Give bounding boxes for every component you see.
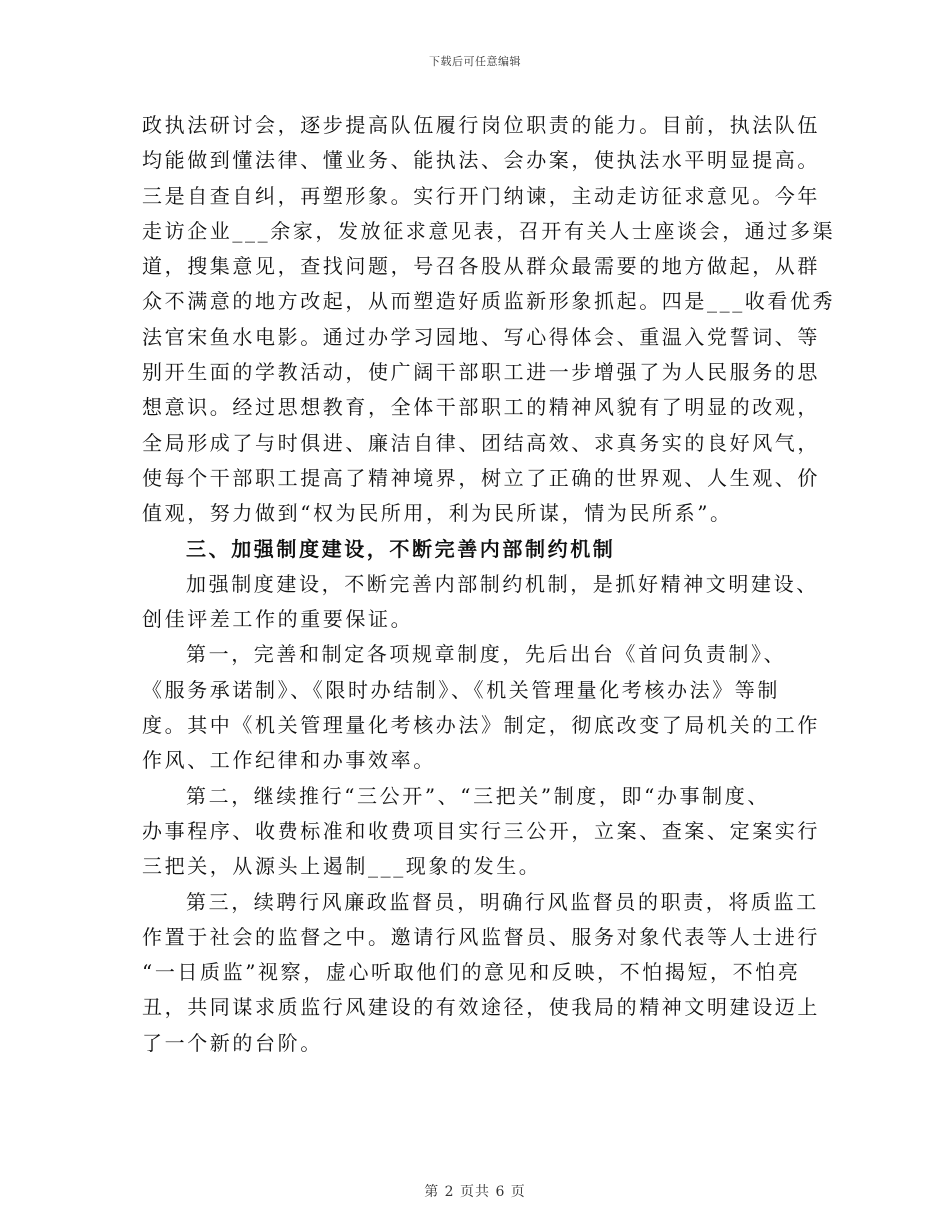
paragraph-line: 了一个新的台阶。 xyxy=(142,1030,323,1055)
paragraph-line: 《服务承诺制》、《限时办结制》、《机关管理量化考核办法》等制 xyxy=(142,677,780,702)
paragraph-line: 三把关，从源头上遏制___现象的发生。 xyxy=(142,854,542,879)
paragraph-line: 法官宋鱼水电影。通过办学习园地、写心得体会、重温入党誓词、等 xyxy=(142,324,820,349)
paragraph-5 xyxy=(142,885,820,1061)
paragraph-1 xyxy=(142,108,836,532)
page-footer: 第 2 页共 6 页 xyxy=(424,1184,526,1200)
document-body xyxy=(142,108,836,1061)
paragraph-line: 想意识。经过思想教育，全体干部职工的精神风貌有了明显的改观， xyxy=(142,395,820,420)
paragraph-line: 众不满意的地方改起，从而塑造好质监新形象抓起。四是___收看优秀 xyxy=(142,289,836,314)
paragraph-line: 别开生面的学教活动，使广阔干部职工进一步增强了为人民服务的思 xyxy=(142,360,820,385)
section-heading: 三、加强制度建设，不断完善内部制约机制 xyxy=(186,536,616,561)
paragraph-line: 值观，努力做到“权为民所用，利为民所谋，情为民所系”。 xyxy=(142,501,733,526)
paragraph-line: 使每个干部职工提高了精神境界，树立了正确的世界观、人生观、价 xyxy=(142,465,820,490)
paragraph-line: 第一，完善和制定各项规章制度，先后出台《首问负责制》、 xyxy=(186,642,787,667)
paragraph-4 xyxy=(142,779,820,885)
page-header: 下载后可任意编辑 xyxy=(429,55,521,68)
paragraph-line: 丑，共同谋求质监行风建设的有效途径，使我局的精神文明建设迈上 xyxy=(142,995,820,1020)
paragraph-line: 三是自查自纠，再塑形象。实行开门纳谏，主动走访征求意见。今年 xyxy=(142,183,820,208)
paragraph-line: 办事程序、收费标准和收费项目实行三公开，立案、查案、定案实行 xyxy=(142,818,820,843)
paragraph-2 xyxy=(142,567,819,638)
paragraph-line: 作风、工作纪律和办事效率。 xyxy=(142,748,436,773)
paragraph-line: 走访企业___余家，发放征求意见表，召开有关人士座谈会，通过多渠 xyxy=(142,218,836,243)
paragraph-line: 加强制度建设，不断完善内部制约机制，是抓好精神文明建设、 xyxy=(186,571,819,596)
paragraph-line: 第二，继续推行“三公开”、“三把关”制度，即“办事制度、 xyxy=(186,783,770,808)
paragraph-line: 全局形成了与时俱进、廉洁自律、团结高效、求真务实的良好风气， xyxy=(142,430,820,455)
paragraph-line: “一日质监”视察，虚心听取他们的意见和反映，不怕揭短，不怕亮 xyxy=(142,960,801,985)
paragraph-line: 道，搜集意见，查找问题，号召各股从群众最需要的地方做起，从群 xyxy=(142,254,820,279)
paragraph-line: 作置于社会的监督之中。邀请行风监督员、服务对象代表等人士进行 xyxy=(142,924,820,949)
paragraph-line: 第三，续聘行风廉政监督员，明确行风监督员的职责，将质监工 xyxy=(186,889,819,914)
paragraph-line: 创佳评差工作的重要保证。 xyxy=(142,607,414,632)
paragraph-3 xyxy=(142,637,820,778)
paragraph-line: 政执法研讨会，逐步提高队伍履行岗位职责的能力。目前，执法队伍 xyxy=(142,113,820,137)
paragraph-line: 均能做到懂法律、懂业务、能执法、会办案，使执法水平明显提高。 xyxy=(142,148,820,173)
paragraph-line: 度。其中《机关管理量化考核办法》制定，彻底改变了局机关的工作 xyxy=(142,713,820,738)
